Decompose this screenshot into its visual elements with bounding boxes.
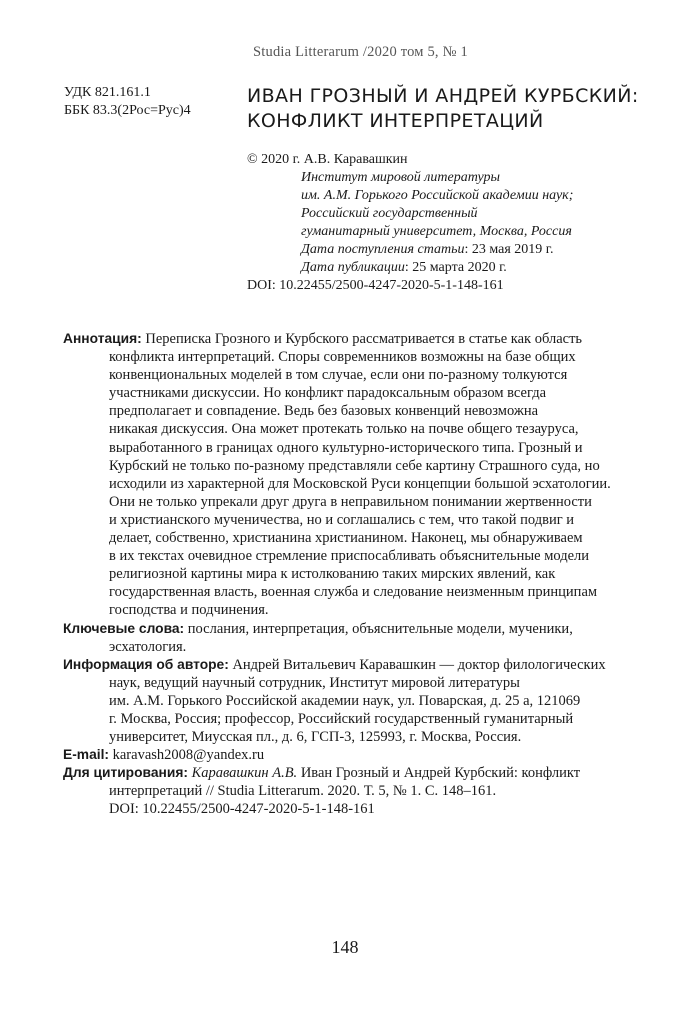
email [63, 746, 643, 764]
keywords-line: эсхатология. [109, 638, 187, 655]
author-info [63, 656, 643, 746]
affiliation-line: Российский государственный [301, 206, 478, 221]
citation-author: Каравашкин А.В. [187, 765, 298, 782]
abstract-line: предполагает и совпадение. Ведь без базовых конвенций невозможна [109, 403, 539, 420]
citation-doi: DOI: 10.22455/2500-4247-2020-5-1-148-161 [109, 801, 375, 818]
published-value: : 25 марта 2020 г. [404, 260, 507, 275]
keywords-line: послания, интерпретация, объяснительные модели, мученики, [184, 620, 573, 637]
udk-code: УДК 821.161.1 [64, 85, 151, 100]
abstract-line: Курбский не только по-разному представляли себе картину Страшного суда, но [109, 457, 600, 474]
running-head: Studia Litterarum /2020 том 5, № 1 [253, 44, 468, 60]
abstract-line: участниками дискуссии. Но конфликт парадоксальным образом всегда [109, 385, 547, 402]
published-date [247, 259, 647, 277]
classification-codes [64, 84, 191, 120]
title-line-1: ИВАН ГРОЗНЫЙ И АНДРЕЙ КУРБСКИЙ: [247, 85, 639, 107]
author-info-line: г. Москва, Россия; профессор, Российский государственный гуманитарный [109, 710, 574, 727]
article-metadata [63, 330, 643, 819]
received-label: Дата поступления статьи [301, 242, 465, 257]
abstract-line: государственная власть, военная служба и следование неизменным принципам [109, 584, 598, 601]
abstract [63, 330, 643, 620]
abstract-line: Переписка Грозного и Курбского рассматривается в статье как область [141, 331, 583, 347]
author-info-line: Андрей Витальевич Каравашкин — доктор филологических [228, 656, 606, 673]
citation-line: интерпретаций // Studia Litterarum. 2020. Т. 5, № 1. С. 148–161. [109, 783, 497, 800]
title-line-2: КОНФЛИКТ ИНТЕРПРЕТАЦИЙ [247, 110, 544, 132]
email-value: karavash2008@yandex.ru [109, 747, 265, 764]
article-title [247, 84, 647, 134]
abstract-line: конфликта интерпретаций. Споры современников возможны на базе общих [109, 349, 576, 366]
author-info-line: им. А.М. Горького Российской академии наук, ул. Поварская, д. 25 а, 121069 [109, 692, 581, 709]
bbk-code: ББК 83.3(2Рос=Рус)4 [64, 103, 191, 118]
affiliation-line: Институт мировой литературы [301, 170, 500, 185]
abstract-line: и христианского мученичества, но и соглашались с тем, что такой подвиг и [109, 511, 575, 528]
citation-line: Иван Грозный и Андрей Курбский: конфликт [297, 765, 581, 782]
email-label: E-mail: [63, 747, 109, 763]
abstract-line: религиозной картины мира к истолкованию таких мирских явлений, как [109, 566, 556, 583]
copyright-line: © 2020 г. А.В. Каравашкин [247, 152, 408, 167]
published-label: Дата публикации [301, 260, 405, 275]
author-info-label: Информация об авторе: [63, 656, 229, 672]
citation-label: Для цитирования: [63, 765, 188, 781]
author-info-line: университет, Миусская пл., д. 6, ГСП-3, 125993, г. Москва, Россия. [109, 729, 522, 746]
received-date [247, 241, 647, 259]
page-number: 148 [331, 937, 359, 957]
author-info-line: наук, ведущий научный сотрудник, Институт мировой литературы [109, 674, 520, 691]
abstract-label: Аннотация: [63, 331, 142, 346]
abstract-line: выработанного в границах одного культурно-исторического типа. Грозный и [109, 439, 583, 456]
citation [63, 764, 643, 818]
author-block [247, 151, 647, 295]
doi-line: DOI: 10.22455/2500-4247-2020-5-1-148-161 [247, 278, 504, 293]
abstract-line: никакая дискуссия. Она может протекать только на почве общего тезауруса, [109, 421, 579, 438]
abstract-line: в их текстах очевидное стремление приспосабливать объяснительные модели [109, 548, 590, 565]
keywords [63, 620, 643, 656]
abstract-line: господства и подчинения. [109, 602, 269, 619]
abstract-line: исходили из характерной для Московской Руси концепции большой эсхатологии. [109, 475, 611, 492]
keywords-label: Ключевые слова: [63, 620, 185, 636]
affiliation-line: гуманитарный университет, Москва, Россия [301, 224, 572, 239]
abstract-line: делает, собственно, христианина христианином. Наконец, мы обнаруживаем [109, 530, 583, 547]
received-value: : 23 мая 2019 г. [464, 242, 554, 257]
abstract-line: Они не только упрекали друг друга в неправильном понимании жертвенности [109, 493, 592, 510]
affiliation-line: им. А.М. Горького Российской академии наук; [301, 188, 574, 203]
abstract-line: конвенциональных моделей в том случае, если они по-разному толкуются [109, 367, 568, 384]
